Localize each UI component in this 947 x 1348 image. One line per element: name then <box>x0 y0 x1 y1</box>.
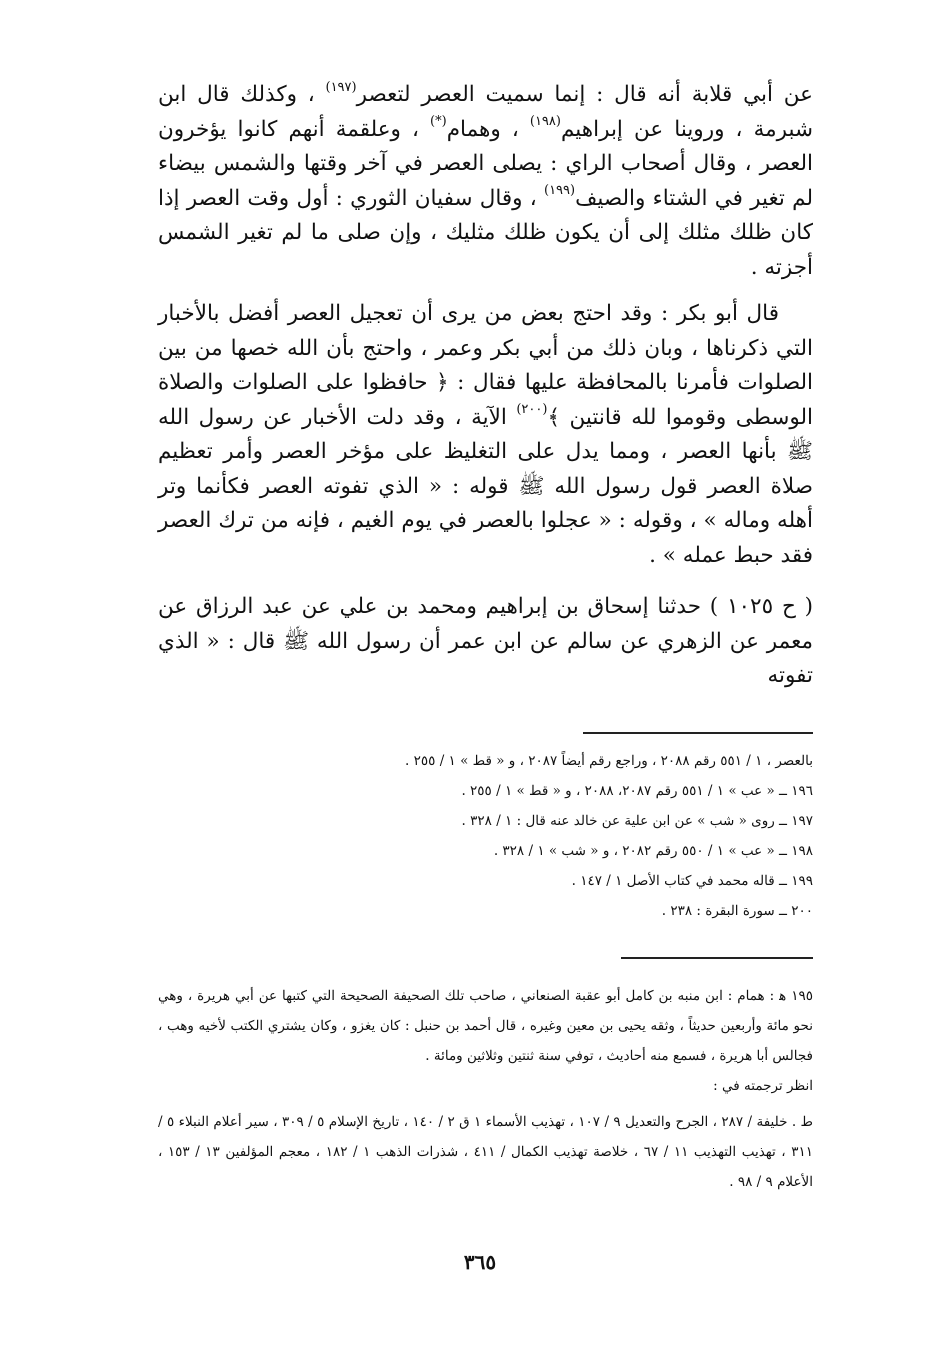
text-segment: عن أبي قلابة أنه قال : إنما سميت العصر لتعصر <box>356 82 813 107</box>
footnote-196: ١٩٦ ــ « عب » ١ / ٥٥١ رقم ٢٠٨٧، ٢٠٨٨ ، و « قط » ١ / ٢٥٥ . <box>461 783 813 799</box>
biography-divider <box>621 957 813 959</box>
main-text <box>158 78 813 694</box>
text-segment: ، وكذلك قال ابن شبرمة ، وروينا عن إبراهيم <box>158 82 814 142</box>
footnote-ref[interactable]: (١٩٧) <box>325 79 357 95</box>
text-segment: ، وعلقمة أنهم كانوا يؤخرون العصر ، وقال أصحاب الراي : يصلى العصر في آخر وقتها والشمس بيضاء لم تغير في الشتاء والصيف <box>158 116 814 211</box>
footnote-divider <box>583 732 813 734</box>
footnote-ref[interactable]: (١٩٨) <box>529 114 561 130</box>
footnote-ref[interactable]: (*) <box>430 114 447 130</box>
footnote-ref[interactable]: (٢٠٠) <box>516 402 548 418</box>
biography-reference-intro: انظر ترجمته في : <box>713 1078 813 1094</box>
footnote-199: ١٩٩ ــ قاله محمد في كتاب الأصل ١ / ١٤٧ . <box>571 873 813 889</box>
footnote-197: ١٩٧ ــ روى « شب » عن ابن علية عن خالد عنه قال : ١ / ٣٢٨ . <box>461 813 813 829</box>
text-segment: الآية ، وقد دلت الأخبار عن رسول الله ﷺ بأنها العصر ، ومما يدل على التغليظ على مؤخر العصر وأمر تعظيم صلاة العصر قول رسول الله ﷺ قوله : « الذي تفوته العصر فكأنما وتر أهله وماله » ، وقوله : « عجلوا بالعصر في يوم الغيم ، فإنه من ترك العصر فقد حبط عمله » . <box>158 404 813 568</box>
page-number: ٣٦٥ <box>463 1250 497 1274</box>
biography-sources: ط . خليفة / ٢٨٧ ، الجرح والتعديل ٩ / ١٠٧ ، تهذيب الأسماء ١ ق ٢ / ١٤٠ ، تاريخ الإسلام ٥ / ٣٠٩ ، سير أعلام النبلاء ٥ / ٣١١ ، تهذيب التهذيب ١١ / ٦٧ ، خلاصة تهذيب الكمال / ٤١١ ، شذرات الذهب ١ / ١٨٢ ، معجم المؤلفين ١٣ / ١٥٣ ، الأعلام ٩ / ٩٨ . <box>158 1114 813 1190</box>
paragraph-1 <box>158 78 813 285</box>
paragraph-3-hadith: ( ح ١٠٢٥ ) حدثنا إسحاق بن إبراهيم ومحمد بن علي عن عبد الرزاق عن معمر عن الزهري عن سالم عن ابن عمر أن رسول الله ﷺ قال : « الذي تفوته <box>158 594 813 688</box>
footnote-200: ٢٠٠ ــ سورة البقرة : ٢٣٨ . <box>661 903 813 919</box>
biography-text: ١٩٥ ﻫ : همام : ابن منبه بن كامل أبو عقبة الصنعاني ، صاحب تلك الصحيفة الصحيحة التي كتبها عن أبي هريرة ، وهي نحو مائة وأربعين حديثاً ، وثقه يحيى بن معين وغيره ، قال أحمد بن حنبل : كان يغزو ، وكان يشتري الكتب لأخيه وهب ، فجالس أبا هريرة ، فسمع منه أحاديث ، توفي سنة ثنتين وثلاثين ومائة . <box>158 988 813 1064</box>
text-segment: قال أبو بكر : وقد احتج بعض من يرى أن تعجيل العصر أفضل بالأخبار التي ذكرناها ، وبان ذلك من أبي بكر وعمر ، واحتج بأن الله خصها من بين الصلوات فأمرنا بالمحافظة عليها فقال : ﴿ حافظوا على الصلوات والصلاة الوسطى وقوموا لله قانتين ﴾ <box>158 301 813 430</box>
footnotes <box>200 746 813 926</box>
footnote-ref[interactable]: (١٩٩) <box>543 183 576 199</box>
biography-note <box>158 981 813 1197</box>
text-segment: ، وقال سفيان الثوري : أول وقت العصر إذا كان ظلك مثلك إلى أن يكون ظلك مثليك ، وإن صلى ما لم تغير الشمس أجزته . <box>158 185 813 280</box>
text-segment: ، وهمام <box>446 116 530 142</box>
footnote-continuation: بالعصر ، ١ / ٥٥١ رقم ٢٠٨٨ ، وراجع رقم أيضاً ٢٠٨٧ ، و « قط » ١ / ٢٥٥ . <box>405 753 813 769</box>
footnote-198: ١٩٨ ــ « عب » ١ / ٥٥٠ رقم ٢٠٨٢ ، و « شب » ١ / ٣٢٨ . <box>493 843 813 859</box>
paragraph-2 <box>158 297 813 573</box>
